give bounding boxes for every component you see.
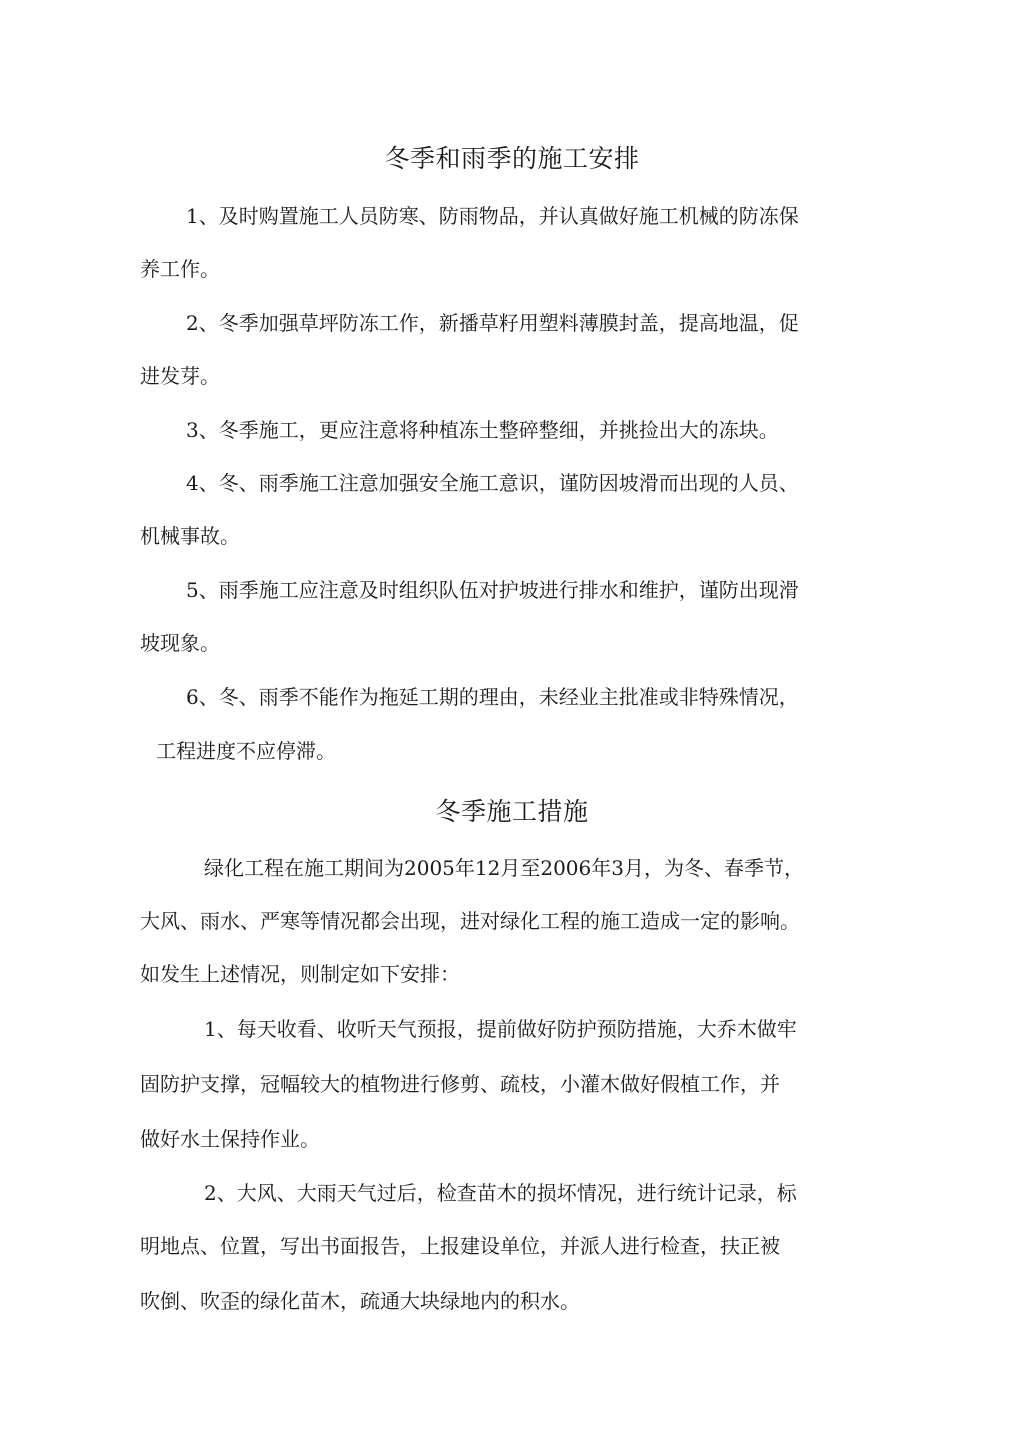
measure-2-line-1: 2、大风、大雨天气过后，检查苗木的损坏情况，进行统计记录，标 — [204, 1181, 797, 1205]
item-5-line-2: 坡现象。 — [140, 631, 220, 655]
item-6-line-1: 6、冬、雨季不能作为拖延工期的理由，未经业主批准或非特殊情况， — [186, 685, 799, 709]
item-4-line-1: 4、冬、雨季施工注意加强安全施工意识，谨防因坡滑而出现的人员、 — [186, 471, 799, 495]
measure-1-line-3: 做好水土保持作业。 — [140, 1127, 320, 1151]
intro-line-3: 如发生上述情况，则制定如下安排： — [140, 962, 460, 986]
measure-2-line-3: 吹倒、吹歪的绿化苗木，疏通大块绿地内的积水。 — [140, 1289, 580, 1313]
item-4-line-2: 机械事故。 — [140, 524, 240, 548]
section-title-seasonal-arrangement: 冬季和雨季的施工安排 — [384, 144, 640, 173]
item-6-line-2: 工程进度不应停滞。 — [156, 739, 336, 763]
measure-2-line-2: 明地点、位置，写出书面报告，上报建设单位，并派人进行检查，扶正被 — [140, 1234, 780, 1258]
item-1-line-1: 1、及时购置施工人员防寒、防雨物品，并认真做好施工机械的防冻保 — [186, 204, 799, 228]
intro-line-1: 绿化工程在施工期间为2005年12月至2006年3月，为冬、春季节， — [204, 856, 804, 880]
item-2-line-2: 进发芽。 — [140, 364, 220, 388]
measure-1-line-1: 1、每天收看、收听天气预报，提前做好防护预防措施，大乔木做牢 — [204, 1017, 797, 1041]
item-3-line-1: 3、冬季施工，更应注意将种植冻土整碎整细，并挑捡出大的冻块。 — [186, 418, 779, 442]
section-title-winter-measures: 冬季施工措施 — [435, 797, 589, 826]
item-5-line-1: 5、雨季施工应注意及时组织队伍对护坡进行排水和维护，谨防出现滑 — [186, 578, 799, 602]
measure-1-line-2: 固防护支撑，冠幅较大的植物进行修剪、疏枝，小灌木做好假植工作，并 — [140, 1072, 780, 1096]
item-2-line-1: 2、冬季加强草坪防冻工作，新播草籽用塑料薄膜封盖，提高地温，促 — [186, 311, 799, 335]
item-1-line-2: 养工作。 — [140, 257, 220, 281]
intro-line-2: 大风、雨水、严寒等情况都会出现，进对绿化工程的施工造成一定的影响。 — [140, 909, 800, 933]
